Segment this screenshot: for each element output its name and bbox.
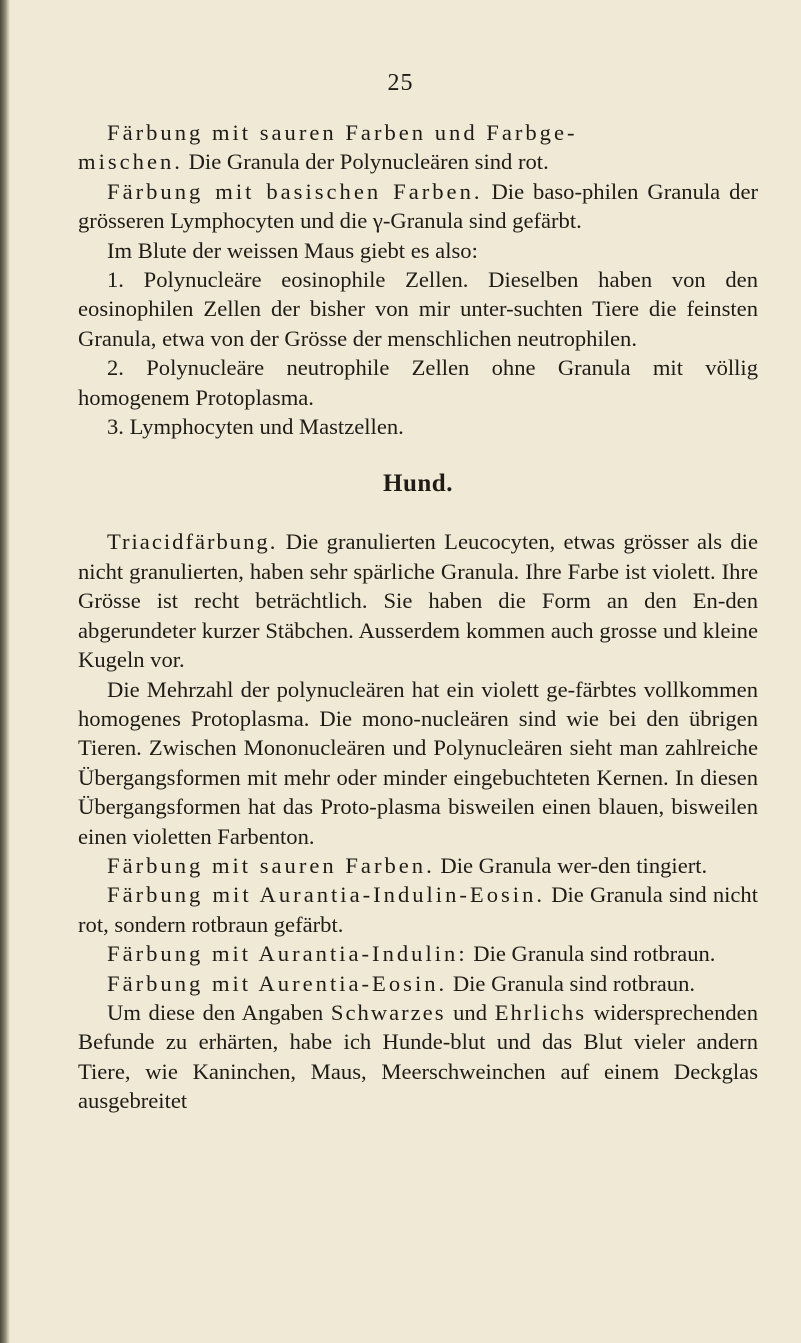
spaced-lead: Färbung mit basischen Farben. bbox=[107, 178, 483, 204]
paragraph-text: Die Granula sind nicht rot, sondern rotbraun gefärbt. bbox=[78, 882, 758, 937]
author-name: Ehrlichs bbox=[494, 999, 586, 1025]
paragraph-7 bbox=[78, 527, 758, 674]
paragraph-8: Die Mehrzahl der polynucleären hat ein violett ge-färbtes vollkommen homogenes Protoplasma. Die mono-nucleären sind wie bei den übrigen Tieren. Zwischen Mononucleären und Polynucleären sieht man zahlreiche Übergangsformen mit mehr oder minder eingebuchteten Kernen. In diesen Übergangsformen hat das Proto-plasma bisweilen einen blauen, bisweilen einen violetten Farbenton. bbox=[78, 676, 758, 849]
page-number: 25 bbox=[387, 70, 414, 96]
spaced-lead: Färbung mit Aurantia-Indulin: bbox=[107, 941, 468, 967]
paragraph-text: Um diese den Angaben bbox=[107, 999, 331, 1025]
spaced-lead: Färbung mit sauren Farben. bbox=[107, 852, 435, 878]
paragraph-4: 1. Polynucleäre eosinophile Zellen. Dieselben haben von den eosinophilen Zellen der bisher von mir unter-suchten Tiere die feinsten Granula, etwa von der Grösse der menschlichen neutrophilen. bbox=[78, 267, 758, 351]
paragraph-10 bbox=[78, 880, 758, 939]
paragraph-text: Die granulierten Leucocyten, etwas grösser als die nicht granulierten, haben sehr spärliche Granula. Ihre Farbe ist violett. Ihre Grösse ist recht beträchtlich. Sie haben die Form an den En-den abgerundeter kurzer Stäbchen. Ausserdem kommen auch grosse und kleine Kugeln vor. bbox=[78, 529, 758, 673]
paragraph-text: Die baso-philen Granula der grösseren Lymphocyten und die γ-Granula sind gefärbt. bbox=[78, 178, 758, 234]
paragraph-1 bbox=[78, 118, 758, 177]
paragraph-12 bbox=[78, 969, 758, 998]
author-name: Schwarzes bbox=[330, 999, 446, 1025]
paragraph-11 bbox=[78, 939, 758, 968]
paragraph-6: 3. Lymphocyten und Mastzellen. bbox=[107, 414, 404, 440]
spaced-lead: Färbung mit sauren Farben und Farbge- bbox=[107, 120, 578, 145]
paragraph-5: 2. Polynucleäre neutrophile Zellen ohne Granula mit völlig homogenem Protoplasma. bbox=[78, 355, 758, 410]
body-text bbox=[78, 118, 758, 1116]
paragraph-3: Im Blute der weissen Maus giebt es also: bbox=[107, 237, 478, 263]
paragraph-text: Die Granula wer-den tingiert. bbox=[434, 852, 708, 878]
spaced-lead: Triacidfärbung. bbox=[107, 529, 278, 555]
page-binding-edge bbox=[0, 0, 10, 1343]
paragraph-9 bbox=[78, 851, 758, 880]
paragraph-text: Die Granula sind rotbraun. bbox=[447, 970, 696, 996]
section-heading: Hund. bbox=[383, 470, 453, 498]
spaced-lead-continued: mischen. bbox=[78, 149, 183, 175]
paragraph-text: Die Granula sind rotbraun. bbox=[467, 941, 716, 967]
paragraph-text: Die Granula der Polynucleären sind rot. bbox=[182, 149, 549, 175]
spaced-lead: Färbung mit Aurantia-Indulin-Eosin. bbox=[107, 882, 546, 908]
spaced-lead: Färbung mit Aurentia-Eosin. bbox=[107, 970, 448, 996]
paragraph-13 bbox=[78, 998, 758, 1116]
paragraph-text: und bbox=[445, 999, 495, 1025]
paragraph-text: widersprechenden Befunde zu erhärten, habe ich Hunde-blut und das Blut vieler andern Tiere, wie Kaninchen, Maus, Meerschweinchen auf einem Deckglas ausgebreitet bbox=[78, 999, 758, 1114]
paragraph-2 bbox=[78, 177, 758, 236]
